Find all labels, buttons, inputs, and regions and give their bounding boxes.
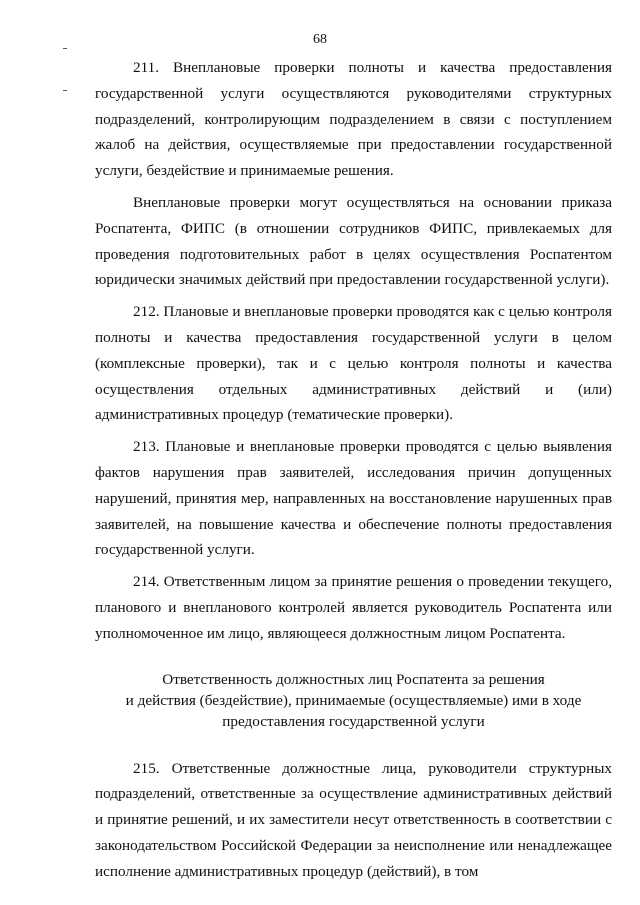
document-body <box>95 55 612 885</box>
scan-mark <box>63 48 67 49</box>
paragraph-212: 212. Плановые и внеплановые проверки проводятся как с целью контроля полноты и качества предоставления государственной услуги в целом (комплексные проверки), так и с целью контроля полноты и качества осуществления отдельных административных действий и (или) административных процедур (тематические проверки). <box>95 303 612 424</box>
section-heading <box>95 669 612 732</box>
section-heading-line: Ответственность должностных лиц Роспатента за решения <box>162 670 545 688</box>
paragraph-215: 215. Ответственные должностные лица, руководители структурных подразделений, ответственные за осуществление административных действий и принятие решений, и их заместители несут ответственность в соответствии с законодательством Российской Федерации за неисполнение или ненадлежащее исполнение административных процедур (действий), в том <box>95 759 612 880</box>
paragraph-214: 214. Ответственным лицом за принятие решения о проведении текущего, планового и внепланового контролей является руководитель Роспатента или уполномоченное им лицо, являющееся должностным лицом Роспатента. <box>95 573 612 642</box>
paragraph-unscheduled-basis: Внеплановые проверки могут осуществляться на основании приказа Роспатента, ФИПС (в отношении сотрудников ФИПС, привлекаемых для проведения подготовительных работ в целях осуществления Роспатентом юридически значимых действий при предоставлении государственной услуги). <box>95 193 612 289</box>
scan-mark <box>63 90 67 91</box>
paragraph-213: 213. Плановые и внеплановые проверки проводятся с целью выявления фактов нарушения прав заявителей, исследования причин допущенных нарушений, принятия мер, направленных на восстановление нарушенных прав заявителей, на повышение качества и обеспечение полноты предоставления государственной услуги. <box>95 438 612 559</box>
section-heading-line: предоставления государственной услуги <box>222 712 485 730</box>
page-number: 68 <box>313 32 327 47</box>
paragraph-211: 211. Внеплановые проверки полноты и качества предоставления государственной услуги осуществляются руководителями структурных подразделений, контролирующим подразделением в связи с поступлением жалоб на действия, осуществляемые при предоставлении государственной услуги, бездействие и принимаемые решения. <box>95 59 612 180</box>
section-heading-line: и действия (бездействие), принимаемые (осуществляемые) ими в ходе <box>125 691 582 709</box>
